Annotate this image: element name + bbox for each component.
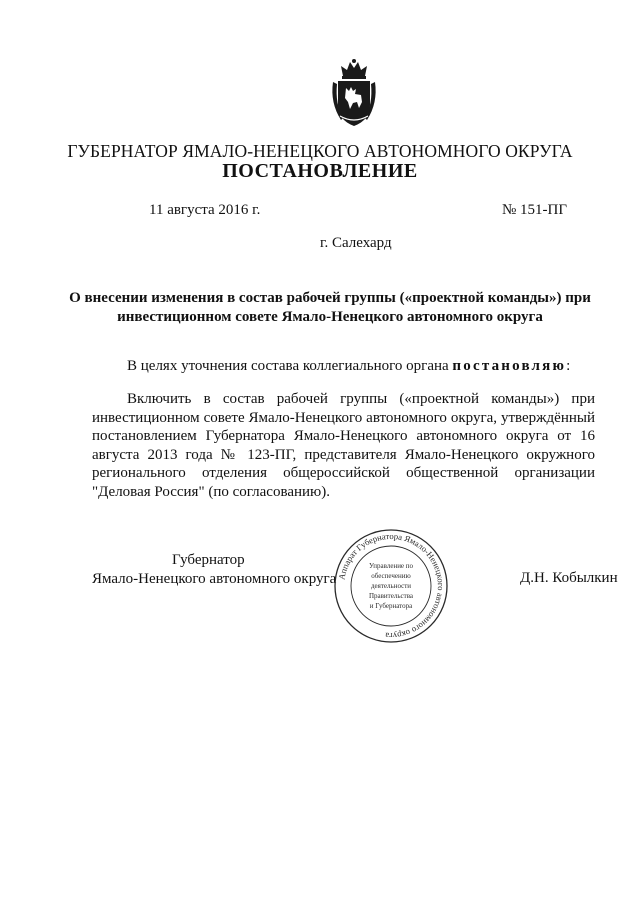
seal-line: Правительства [368,592,414,600]
subject-line-1: О внесении изменения в состав рабочей группы («проектной команды») при [69,290,591,306]
document-subject [60,289,600,327]
coat-of-arms-icon [329,58,379,128]
document-number: № 151-ПГ [502,202,568,218]
body-paragraph: Включить в состав рабочей группы («проектной команды») при инвестиционном совете Ямало-Ненецкого автономного округа, утверждённый постановлением Губернатора Ямало-Ненецкого автономного округа от 16 августа 2013 года № 123-ПГ, представителя Ямало-Ненецкого окружного регионального отделения общероссийской общественной организации "Деловая Россия" (по согласованию). [92,391,595,500]
seal-ring-text: Аппарат Губернатора Ямало-Ненецкого автономного округа [336,530,447,642]
preamble [127,358,570,375]
preamble-text: В целях уточнения состава коллегиального органа [127,358,449,374]
preamble-emphasis: постановляю [452,358,567,374]
preamble-suffix: : [566,358,571,374]
document-date: 11 августа 2016 г. [149,202,261,218]
seal-line: деятельности [370,582,412,590]
issuing-authority: ГУБЕРНАТОР ЯМАЛО-НЕНЕЦКОГО АВТОНОМНОГО ОКРУГА [67,141,573,161]
subject-line-2: инвестиционном совете Ямало-Ненецкого автономного округа [117,309,543,325]
seal-line: Управление по [368,562,414,570]
official-seal [333,528,449,644]
seal-line: и Губернатора [369,602,413,610]
document-type-title: ПОСТАНОВЛЕНИЕ [222,160,418,182]
signatory-name: Д.Н. Кобылкин [520,570,618,586]
seal-line: обеспечению [371,572,411,580]
signatory-title-line-2: Ямало-Ненецкого автономного округа [92,571,337,587]
signatory-title [92,551,336,589]
signatory-title-line-1: Губернатор [172,552,245,568]
document-city: г. Салехард [320,235,392,251]
